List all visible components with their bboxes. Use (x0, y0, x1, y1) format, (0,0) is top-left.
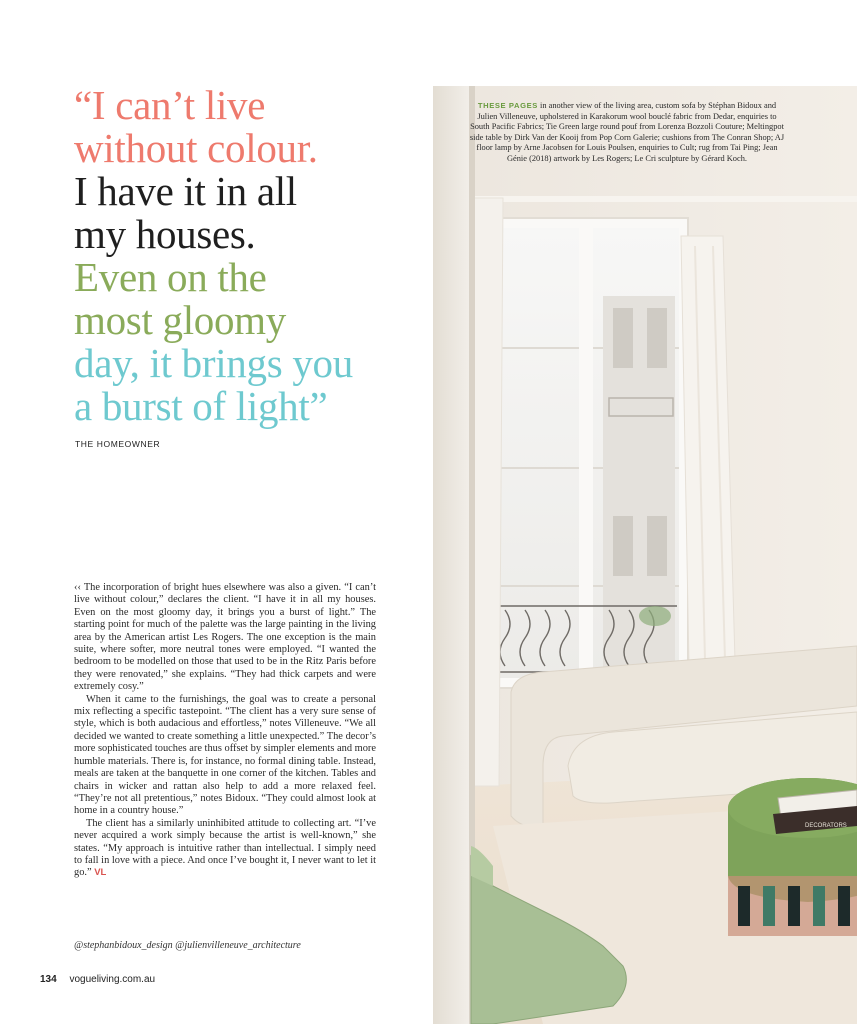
pull-quote-line: “I can’t live (74, 82, 266, 128)
quote-attribution: THE HOMEOWNER (75, 439, 161, 449)
body-paragraph (74, 818, 376, 880)
social-handles[interactable]: @stephanbidoux_design @julienvilleneuve_architecture (74, 940, 301, 951)
pull-quote-line: day, it brings you (74, 340, 353, 386)
page-number: 134 (40, 974, 57, 985)
photo-caption (467, 101, 787, 165)
pull-quote-line: a burst of light” (74, 383, 328, 429)
living-room-illustration (433, 86, 857, 1024)
ceiling-molding (463, 196, 857, 202)
pull-quote-line: my houses. (74, 211, 256, 257)
end-mark: VL (94, 867, 107, 879)
door-frame (433, 86, 475, 1024)
window-pane-left (497, 228, 579, 678)
caption-text: in another view of the living area, custom sofa by Stéphan Bidoux and Julien Villeneuve, upholstered in Karakorum wool bouclé fabric from Dedar, enquiries to South Pacific Fabrics; Tie Green large round pouf from Lorenza Bozzoli Couture; Meltingpot side table by Dirk Van der Kooij from Pop Corn Galerie; cushions from The Conran Shop; AJ floor lamp by Arne Jacobsen for Louis Poulsen, enquiries to Cult; rug from Tai Ping; Jean Génie (2018) artwork by Les Rogers; Le Cri sculpture by Gérard Koch. (469, 101, 785, 163)
living-room-photo (433, 86, 857, 1024)
plant (639, 606, 671, 626)
body-paragraph-text: The client has a similarly uninhibited attitude to collecting art. “I’ve never acquired a work simply because the artist is well-known,” she states. “My approach is intuitive rather than intellectual. I simply need to fall in love with a piece. And once I’ve bought it, I never want to let it go.” (74, 817, 376, 879)
body-paragraph: ‹‹ The incorporation of bright hues elsewhere was also a given. “I can’t live without colour,” declares the client. “I have it in all my houses. Even on the most gloomy day, it brings you a burst of light.” The starting point for much of the palette was the large painting in the living area by the American artist Les Rogers. The one exception is the main suite, where softer, more neutral tones were employed. “I wanted the bedroom to be modelled on those that used to be in the Ritz Paris before they were renovated,” she explains. “They had thick carpets and were extremely cosy.” (74, 582, 376, 693)
pull-quote-line: most gloomy (74, 297, 286, 343)
pull-quote-line: without colour. (74, 125, 318, 171)
site-url[interactable]: vogueliving.com.au (69, 974, 156, 985)
body-paragraph: When it came to the furnishings, the goal was to create a personal mix reflecting a specific tastepoint. “The client has a very sure sense of style, which is both audacious and effortless,” notes Villeneuve. “We all decided we wanted to create something a little unexpected.” The decor’s more sophisticated touches are thus offset by simpler elements and more humble materials. There is, for instance, no formal dining table. Instead, meals are taken at the banquette in one corner of the kitchen. Tables and chairs in wicker and rattan also help to add a more relaxed feel. “They’re not all pretentious,” notes Bidoux. “They could almost look at home in a country house.” (74, 693, 376, 817)
pull-quote-line: I have it in all (74, 168, 297, 214)
pull-quote (74, 84, 404, 428)
book-spine-text: DECORATORS (805, 823, 847, 829)
caption-lead: THESE PAGES (477, 101, 538, 110)
pull-quote-line: Even on the (74, 254, 267, 300)
page-footer (40, 974, 155, 985)
article-body (74, 582, 376, 880)
